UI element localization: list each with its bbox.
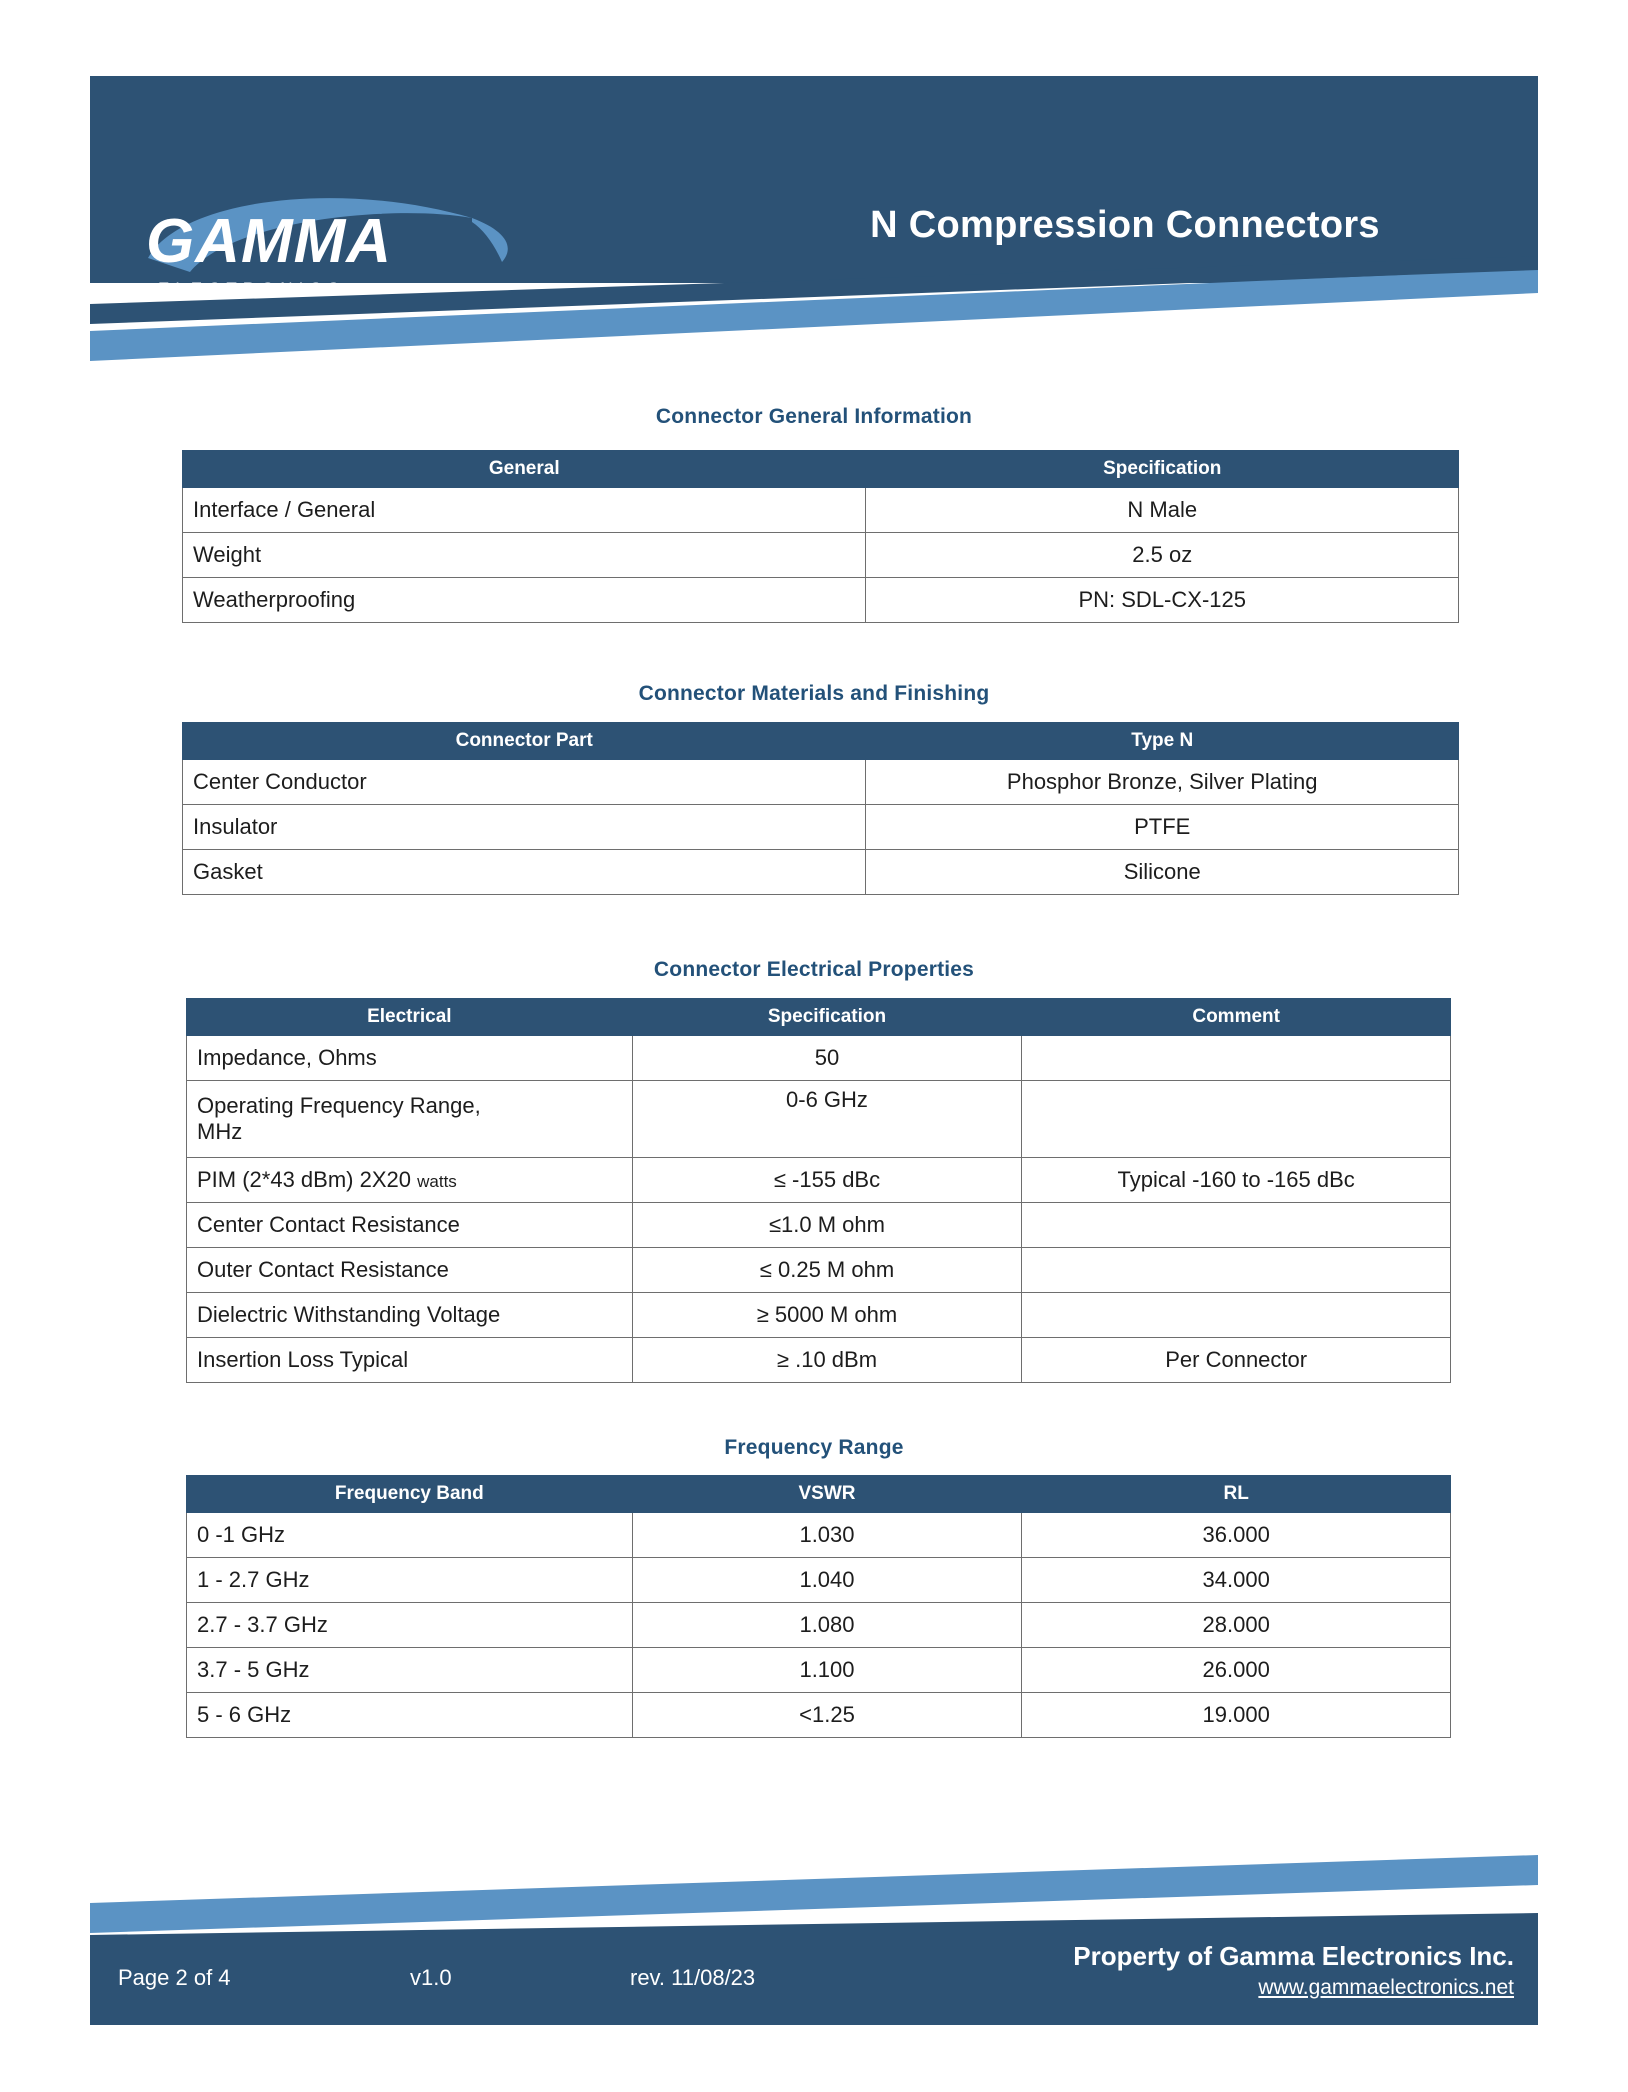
- table-row: [187, 1036, 1451, 1081]
- table-frequency-range: [186, 1475, 1451, 1738]
- table-row: [183, 578, 1459, 623]
- page-footer: [90, 1855, 1538, 2025]
- col-header-specification: Specification: [632, 999, 1022, 1036]
- cell-label: Center Conductor: [183, 760, 866, 805]
- table-row: [187, 1648, 1451, 1693]
- table-row: [187, 1158, 1451, 1203]
- table-materials-finishing: [182, 722, 1459, 895]
- cell-label: Insertion Loss Typical: [187, 1338, 633, 1383]
- section-title-frequency: Frequency Range: [724, 1436, 904, 1459]
- cell-label: [187, 1081, 633, 1158]
- footer-page-number: Page 2 of 4: [118, 1965, 231, 1990]
- cell-label: Insulator: [183, 805, 866, 850]
- table-row: [187, 1338, 1451, 1383]
- table-row: [183, 488, 1459, 533]
- table-electrical-properties: [186, 998, 1451, 1383]
- cell-value: N Male: [866, 488, 1459, 533]
- cell-label: Gasket: [183, 850, 866, 895]
- cell-comment: [1022, 1081, 1451, 1158]
- cell-band: 3.7 - 5 GHz: [187, 1648, 633, 1693]
- cell-comment: Per Connector: [1022, 1338, 1451, 1383]
- table-row: [187, 1081, 1451, 1158]
- table-row: [187, 1693, 1451, 1738]
- table-row: [187, 1293, 1451, 1338]
- footer-website-link[interactable]: www.gammaelectronics.net: [1258, 1976, 1514, 1999]
- cell-rl: 28.000: [1022, 1603, 1451, 1648]
- cell-label: [187, 1158, 633, 1203]
- page-title: N Compression Connectors: [870, 204, 1380, 246]
- cell-label: Impedance, Ohms: [187, 1036, 633, 1081]
- cell-vswr: 1.100: [632, 1648, 1022, 1693]
- col-header-connector-part: Connector Part: [183, 723, 866, 760]
- cell-label: Interface / General: [183, 488, 866, 533]
- cell-band: 1 - 2.7 GHz: [187, 1558, 633, 1603]
- pim-label-unit: watts: [417, 1172, 457, 1191]
- cell-comment: [1022, 1036, 1451, 1081]
- svg-text:ELECTRONICS: ELECTRONICS: [158, 279, 345, 298]
- gamma-logo: [142, 188, 542, 318]
- col-header-vswr: VSWR: [632, 1476, 1022, 1513]
- cell-label: Center Contact Resistance: [187, 1203, 633, 1248]
- footer-property-block: [1073, 1941, 1514, 2000]
- cell-value: ≥ 5000 M ohm: [632, 1293, 1022, 1338]
- col-header-specification: Specification: [866, 451, 1459, 488]
- cell-label-line2: MHz: [197, 1119, 243, 1144]
- cell-rl: 19.000: [1022, 1693, 1451, 1738]
- cell-vswr: 1.030: [632, 1513, 1022, 1558]
- cell-value: ≤ -155 dBc: [632, 1158, 1022, 1203]
- cell-value: ≤ 0.25 M ohm: [632, 1248, 1022, 1293]
- col-header-frequency-band: Frequency Band: [187, 1476, 633, 1513]
- table-row: [183, 533, 1459, 578]
- table-row: [183, 850, 1459, 895]
- cell-label: Dielectric Withstanding Voltage: [187, 1293, 633, 1338]
- cell-comment: [1022, 1293, 1451, 1338]
- col-header-type-n: Type N: [866, 723, 1459, 760]
- col-header-electrical: Electrical: [187, 999, 633, 1036]
- cell-value: 2.5 oz: [866, 533, 1459, 578]
- cell-comment: Typical -160 to -165 dBc: [1022, 1158, 1451, 1203]
- page-header: [90, 76, 1538, 356]
- table-row: [187, 1248, 1451, 1293]
- cell-comment: [1022, 1248, 1451, 1293]
- col-header-general: General: [183, 451, 866, 488]
- table-row: [187, 1558, 1451, 1603]
- table-header-row: [187, 999, 1451, 1036]
- cell-vswr: 1.040: [632, 1558, 1022, 1603]
- cell-band: 2.7 - 3.7 GHz: [187, 1603, 633, 1648]
- section-title-electrical: Connector Electrical Properties: [653, 958, 975, 981]
- section-title-general: Connector General Information: [655, 405, 973, 428]
- cell-value: PN: SDL-CX-125: [866, 578, 1459, 623]
- cell-label-line1: Operating Frequency Range,: [197, 1093, 481, 1118]
- cell-rl: 34.000: [1022, 1558, 1451, 1603]
- cell-vswr: <1.25: [632, 1693, 1022, 1738]
- table-header-row: [183, 451, 1459, 488]
- cell-value: PTFE: [866, 805, 1459, 850]
- cell-comment: [1022, 1203, 1451, 1248]
- col-header-comment: Comment: [1022, 999, 1451, 1036]
- cell-value: 50: [632, 1036, 1022, 1081]
- pim-label-main: PIM (2*43 dBm) 2X20: [197, 1167, 418, 1192]
- cell-value: ≥ .10 dBm: [632, 1338, 1022, 1383]
- cell-vswr: 1.080: [632, 1603, 1022, 1648]
- cell-value-text: 0-6 GHz: [786, 1087, 868, 1112]
- footer-revision: rev. 11/08/23: [630, 1965, 756, 1990]
- table-general-information: [182, 450, 1459, 623]
- cell-label: Outer Contact Resistance: [187, 1248, 633, 1293]
- col-header-rl: RL: [1022, 1476, 1451, 1513]
- table-header-row: [183, 723, 1459, 760]
- cell-value: Silicone: [866, 850, 1459, 895]
- table-row: [187, 1513, 1451, 1558]
- cell-rl: 36.000: [1022, 1513, 1451, 1558]
- cell-value: [632, 1081, 1022, 1158]
- table-row: [183, 805, 1459, 850]
- cell-band: 0 -1 GHz: [187, 1513, 633, 1558]
- cell-label: Weatherproofing: [183, 578, 866, 623]
- table-header-row: [187, 1476, 1451, 1513]
- section-title-materials: Connector Materials and Finishing: [638, 682, 990, 705]
- footer-version: v1.0: [410, 1965, 452, 1990]
- cell-value: Phosphor Bronze, Silver Plating: [866, 760, 1459, 805]
- svg-text:GAMMA: GAMMA: [146, 207, 393, 276]
- table-row: [183, 760, 1459, 805]
- cell-label: Weight: [183, 533, 866, 578]
- table-row: [187, 1203, 1451, 1248]
- cell-value: ≤1.0 M ohm: [632, 1203, 1022, 1248]
- cell-band: 5 - 6 GHz: [187, 1693, 633, 1738]
- table-row: [187, 1603, 1451, 1648]
- footer-property-text: Property of Gamma Electronics Inc.: [1073, 1941, 1514, 1971]
- cell-rl: 26.000: [1022, 1648, 1451, 1693]
